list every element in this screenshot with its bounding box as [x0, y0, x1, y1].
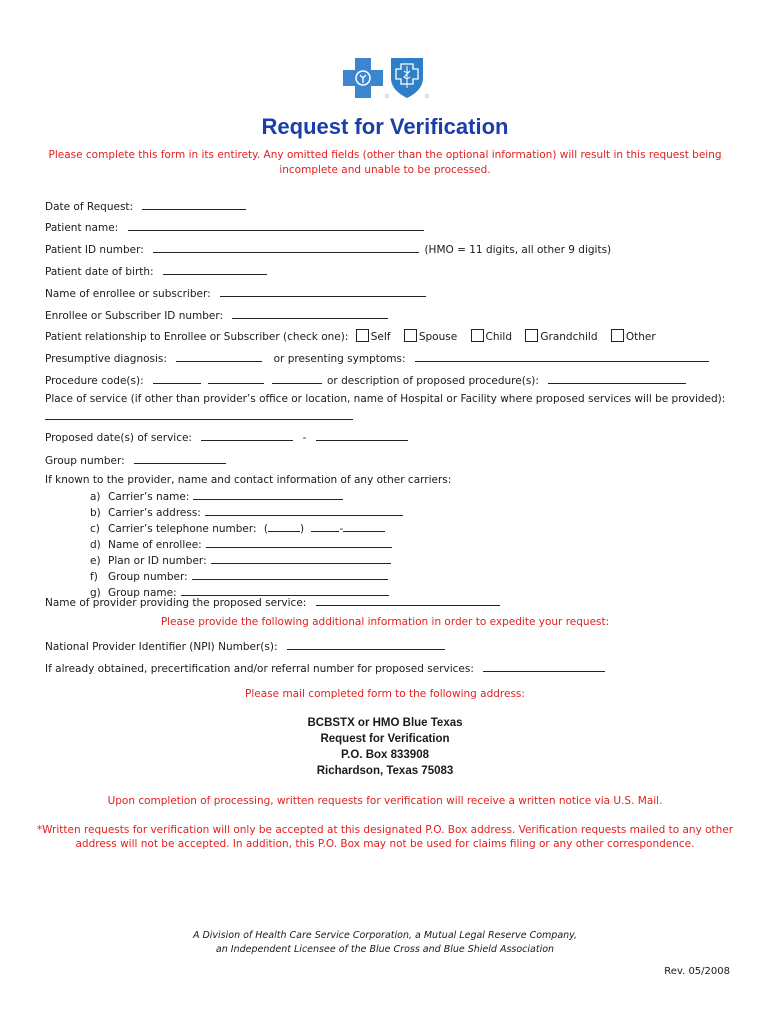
- symptoms-label: or presenting symptoms:: [273, 353, 406, 365]
- carrier-phone-area-field[interactable]: [268, 520, 300, 532]
- bcbs-logo-icon: [343, 54, 429, 100]
- additional-info-note: Please provide the following additional information in order to expedite your request:: [160, 616, 610, 628]
- carrier-item: d) Name of enrollee:: [90, 536, 403, 552]
- address-line-4: Richardson, Texas 75083: [316, 765, 454, 777]
- intro-instructions: Please complete this form in its entirety. Any omitted fields (other than the optional information) will result in this request being incomplete and unable to be processed.: [48, 149, 722, 176]
- carrier-phone-line-field[interactable]: [343, 520, 385, 532]
- enrollee-name-row: [45, 285, 426, 300]
- patient-dob-label: Patient date of birth:: [45, 266, 154, 278]
- other-carriers-label: If known to the provider, name and contact information of any other carriers:: [45, 474, 452, 486]
- processing-notice: Upon completion of processing, written requests for verification will receive a written notice via U.S. Mail.: [107, 795, 663, 807]
- patient-name-row: [45, 219, 424, 234]
- carrier-address-field[interactable]: [205, 504, 403, 516]
- footer-line-1: A Division of Health Care Service Corporation, a Mutual Legal Reserve Company,: [192, 930, 578, 941]
- proposed-date-to-field[interactable]: [316, 429, 408, 441]
- group-number-label: Group number:: [45, 455, 125, 467]
- npi-field[interactable]: [287, 638, 445, 650]
- carrier-plan-field[interactable]: [211, 552, 391, 564]
- grandchild-option-label: Grandchild: [540, 331, 598, 343]
- revision-date: Rev. 05/2008: [664, 966, 730, 977]
- patient-id-note: (HMO = 11 digits, all other 9 digits): [424, 244, 612, 256]
- group-number-row: [45, 452, 226, 467]
- npi-row: [45, 638, 445, 653]
- address-line-1: BCBSTX or HMO Blue Texas: [307, 717, 463, 729]
- group-number-field[interactable]: [134, 452, 226, 464]
- date-of-request-row: [45, 198, 246, 213]
- precert-label: If already obtained, precertification and/or referral number for proposed services:: [45, 663, 474, 675]
- procedure-desc-field[interactable]: [548, 372, 686, 384]
- carrier-enrollee-field[interactable]: [206, 536, 392, 548]
- procedure-code-field-1[interactable]: [153, 372, 201, 384]
- footer-line-2: an Independent Licensee of the Blue Cross and Blue Shield Association: [215, 944, 555, 955]
- footer: [0, 929, 770, 957]
- diagnosis-label: Presumptive diagnosis:: [45, 353, 167, 365]
- grandchild-checkbox[interactable]: [525, 329, 538, 342]
- carrier-item: f) Group number:: [90, 568, 403, 584]
- provider-name-field[interactable]: [316, 594, 500, 606]
- carrier-name-field[interactable]: [193, 488, 343, 500]
- place-of-service-row: [45, 405, 353, 424]
- mailing-address: [0, 715, 770, 779]
- enrollee-id-field[interactable]: [232, 307, 388, 319]
- procedure-codes-label: Procedure code(s):: [45, 375, 144, 387]
- disclaimer: [0, 823, 770, 851]
- enrollee-name-field[interactable]: [220, 285, 426, 297]
- patient-dob-row: [45, 263, 267, 278]
- date-range-dash: -: [302, 432, 307, 444]
- disclaimer-line-2: address will not be accepted. In addition, this P.O. Box may not be used for claims filing or any other correspondence.: [75, 838, 695, 850]
- child-option-label: Child: [485, 331, 513, 343]
- procedure-code-field-3[interactable]: [272, 372, 322, 384]
- mail-instruction: Please mail completed form to the following address:: [245, 688, 525, 700]
- place-of-service-field[interactable]: [45, 408, 353, 420]
- proposed-dates-row: [45, 429, 408, 444]
- enrollee-id-label: Enrollee or Subscriber ID number:: [45, 310, 224, 322]
- carrier-list: [90, 488, 403, 600]
- other-option-label: Other: [625, 331, 656, 343]
- relationship-label: Patient relationship to Enrollee or Subscriber (check one):: [45, 331, 349, 343]
- precert-row: [45, 660, 605, 675]
- diagnosis-field[interactable]: [176, 350, 262, 362]
- self-checkbox[interactable]: [356, 329, 369, 342]
- patient-dob-field[interactable]: [163, 263, 267, 275]
- page-title: Request for Verification: [261, 114, 509, 139]
- spouse-option-label: Spouse: [418, 331, 458, 343]
- carrier-item: g) Group name:: [90, 584, 403, 600]
- address-line-2: Request for Verification: [320, 733, 450, 745]
- carrier-phone-prefix-field[interactable]: [311, 520, 339, 532]
- disclaimer-line-1: *Written requests for verification will only be accepted at this designated P.O. Box address. Verification requests mailed to any other: [36, 824, 734, 836]
- patient-name-label: Patient name:: [45, 222, 119, 234]
- procedure-row: [45, 372, 686, 387]
- patient-id-field[interactable]: [153, 241, 419, 253]
- procedure-desc-label: or description of proposed procedure(s):: [327, 375, 539, 387]
- precert-field[interactable]: [483, 660, 605, 672]
- carrier-item: c) Carrier’s telephone number: ( ) -: [90, 520, 403, 536]
- date-of-request-label: Date of Request:: [45, 201, 134, 213]
- npi-label: National Provider Identifier (NPI) Number(s):: [45, 641, 278, 653]
- child-checkbox[interactable]: [471, 329, 484, 342]
- enrollee-name-label: Name of enrollee or subscriber:: [45, 288, 211, 300]
- carrier-group-number-field[interactable]: [192, 568, 388, 580]
- symptoms-field[interactable]: [415, 350, 709, 362]
- relationship-row: [45, 329, 656, 343]
- carrier-item: a) Carrier’s name:: [90, 488, 403, 504]
- patient-name-field[interactable]: [128, 219, 424, 231]
- procedure-code-field-2[interactable]: [208, 372, 264, 384]
- carrier-item: e) Plan or ID number:: [90, 552, 403, 568]
- proposed-date-from-field[interactable]: [201, 429, 293, 441]
- spouse-checkbox[interactable]: [404, 329, 417, 342]
- address-line-3: P.O. Box 833908: [340, 749, 429, 761]
- diagnosis-row: [45, 350, 709, 365]
- other-checkbox[interactable]: [611, 329, 624, 342]
- date-of-request-field[interactable]: [142, 198, 246, 210]
- patient-id-label: Patient ID number:: [45, 244, 144, 256]
- patient-id-row: [45, 241, 611, 256]
- self-option-label: Self: [370, 331, 391, 343]
- carrier-item: b) Carrier’s address:: [90, 504, 403, 520]
- provider-name-label: Name of provider providing the proposed service:: [45, 597, 307, 609]
- place-of-service-label: Place of service (if other than provider’s office or location, name of Hospital or Facility where proposed services will be provided):: [45, 393, 726, 405]
- proposed-dates-label: Proposed date(s) of service:: [45, 432, 192, 444]
- enrollee-id-row: [45, 307, 388, 322]
- provider-name-row: [45, 594, 500, 609]
